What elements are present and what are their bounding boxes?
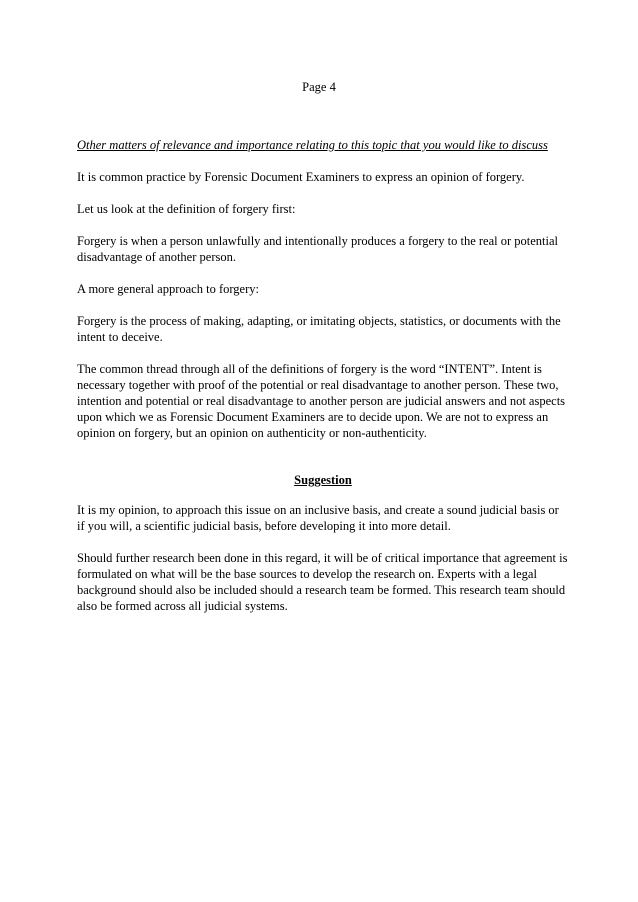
paragraph: Let us look at the definition of forgery first: bbox=[77, 202, 296, 216]
suggestion-heading: Suggestion bbox=[294, 473, 352, 487]
paragraph: A more general approach to forgery: bbox=[77, 282, 259, 296]
paragraph: The common thread through all of the definitions of forgery is the word “INTENT”. Intent is necessary together with proof of the potential or real disadvantage to another person. These two, intention and potential or real disadvantage to another person are judicial answers and not aspects upon which we as Forensic Document Examiners are to decide upon. We are not to express an opinion on forgery, but an opinion on authenticity or non-authenticity. bbox=[77, 362, 566, 440]
paragraph: Should further research been done in this regard, it will be of critical importance that agreement is formulated on what will be the base sources to develop the research on. Experts with a legal background should also be included should a research team be formed. This research team should also be formed across all judicial systems. bbox=[77, 551, 568, 613]
paragraph: Forgery is the process of making, adapting, or imitating objects, statistics, or documents with the intent to deceive. bbox=[77, 314, 561, 344]
section-heading: Other matters of relevance and importance relating to this topic that you would like to discuss bbox=[77, 138, 548, 152]
page-number: Page 4 bbox=[302, 80, 336, 94]
paragraph: It is common practice by Forensic Document Examiners to express an opinion of forgery. bbox=[77, 170, 525, 184]
document-body bbox=[77, 137, 569, 630]
paragraph: It is my opinion, to approach this issue on an inclusive basis, and create a sound judicial basis or if you will, a scientific judicial basis, before developing it into more detail. bbox=[77, 503, 559, 533]
paragraph: Forgery is when a person unlawfully and intentionally produces a forgery to the real or potential disadvantage of another person. bbox=[77, 234, 559, 264]
